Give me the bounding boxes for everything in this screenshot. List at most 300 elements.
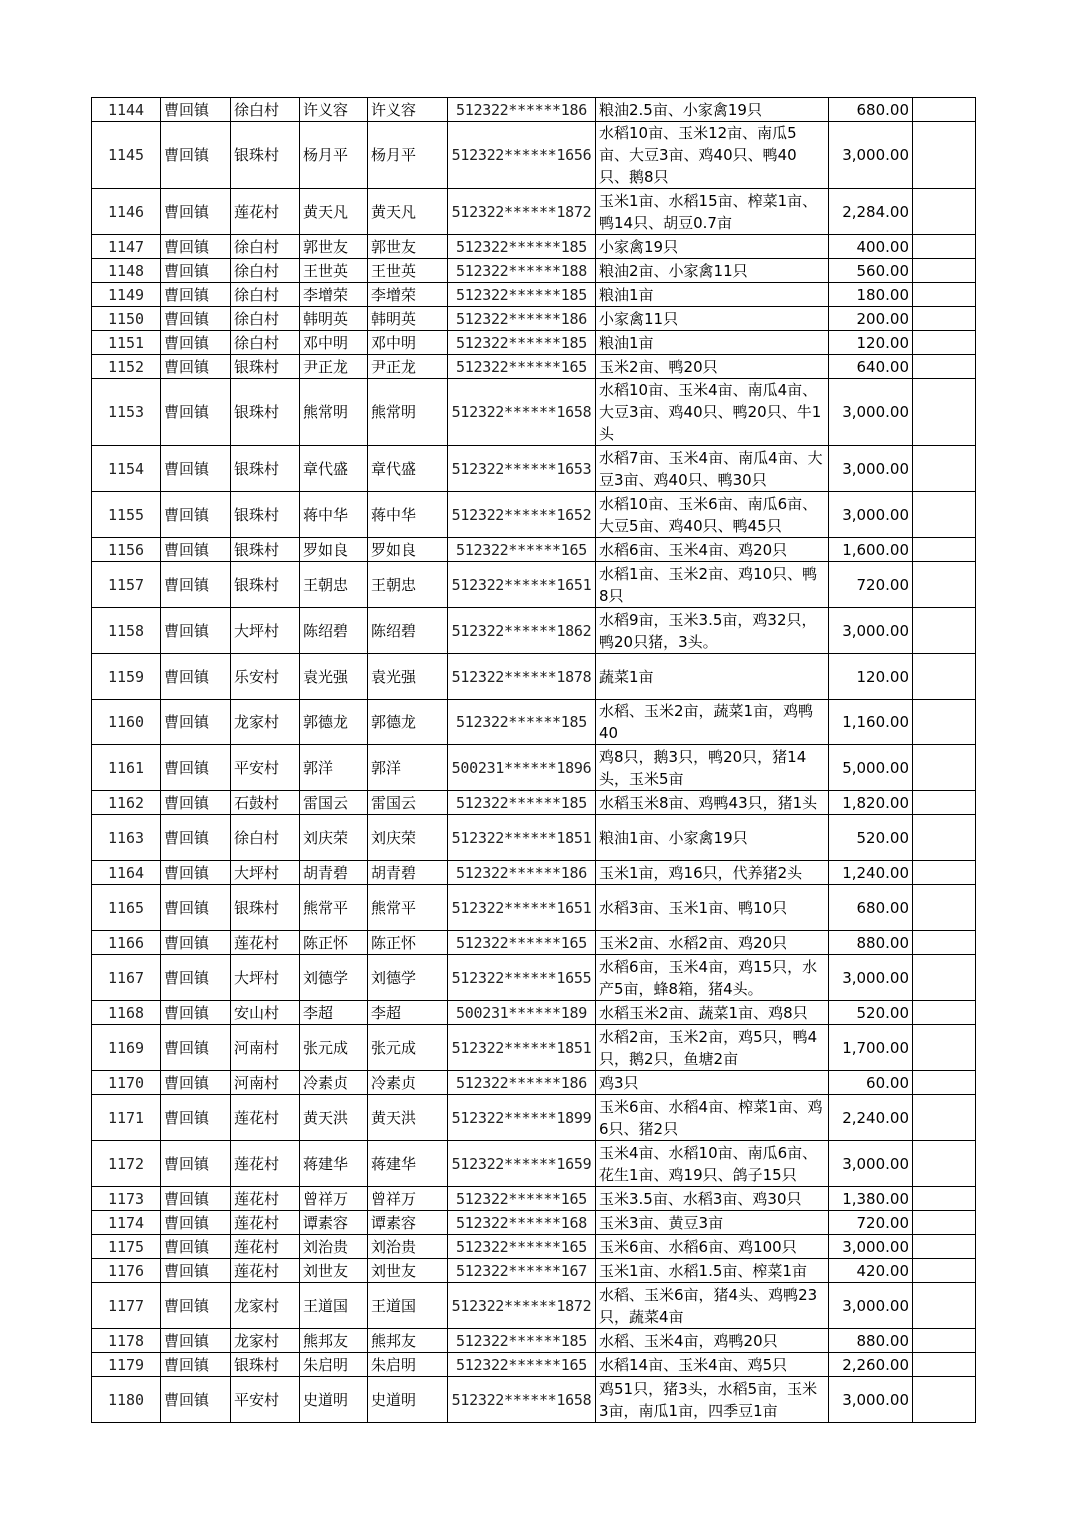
town-cell: 曹回镇 [161, 562, 231, 608]
village-cell: 大坪村 [231, 608, 300, 654]
row-number: 1173 [92, 1187, 161, 1211]
row-number: 1169 [92, 1025, 161, 1071]
blank-cell [913, 931, 976, 955]
description-cell: 水稻10亩、玉米4亩、南瓜4亩、大豆3亩、鸡40只、鸭20只、牛1头 [596, 379, 829, 446]
row-number: 1155 [92, 492, 161, 538]
row-number: 1152 [92, 355, 161, 379]
payee-cell: 郭德龙 [368, 700, 448, 745]
payee-cell: 罗如良 [368, 538, 448, 562]
row-number: 1168 [92, 1001, 161, 1025]
amount-cell: 640.00 [829, 355, 913, 379]
description-cell: 水稻、玉米4亩，鸡鸭20只 [596, 1329, 829, 1353]
blank-cell [913, 259, 976, 283]
row-number: 1150 [92, 307, 161, 331]
town-cell: 曹回镇 [161, 654, 231, 700]
payee-cell: 黄天洪 [368, 1095, 448, 1141]
id-number-cell: 512322******1659 [448, 1141, 596, 1187]
village-cell: 安山村 [231, 1001, 300, 1025]
table-row [92, 538, 976, 562]
amount-cell: 560.00 [829, 259, 913, 283]
name-cell: 熊常平 [300, 885, 368, 931]
town-cell: 曹回镇 [161, 745, 231, 791]
id-number-cell: 512322******186 [448, 861, 596, 885]
village-cell: 银珠村 [231, 379, 300, 446]
row-number: 1167 [92, 955, 161, 1001]
blank-cell [913, 1353, 976, 1377]
village-cell: 徐白村 [231, 283, 300, 307]
name-cell: 王道国 [300, 1283, 368, 1329]
town-cell: 曹回镇 [161, 1025, 231, 1071]
village-cell: 银珠村 [231, 885, 300, 931]
description-cell: 水稻6亩，玉米4亩，鸡15只，水产5亩，蜂8箱，猪4头。 [596, 955, 829, 1001]
name-cell: 郭世友 [300, 235, 368, 259]
amount-cell: 880.00 [829, 931, 913, 955]
village-cell: 莲花村 [231, 1235, 300, 1259]
amount-cell: 3,000.00 [829, 1141, 913, 1187]
description-cell: 小家禽19只 [596, 235, 829, 259]
payee-cell: 袁光强 [368, 654, 448, 700]
amount-cell: 1,160.00 [829, 700, 913, 745]
name-cell: 罗如良 [300, 538, 368, 562]
village-cell: 龙家村 [231, 1329, 300, 1353]
blank-cell [913, 1377, 976, 1423]
subsidy-table [91, 97, 976, 1423]
description-cell: 粮油2亩、小家禽11只 [596, 259, 829, 283]
town-cell: 曹回镇 [161, 815, 231, 861]
row-number: 1165 [92, 885, 161, 931]
blank-cell [913, 379, 976, 446]
description-cell: 水稻、玉米6亩，猪4头、鸡鸭23只，蔬菜4亩 [596, 1283, 829, 1329]
id-number-cell: 512322******188 [448, 259, 596, 283]
amount-cell: 880.00 [829, 1329, 913, 1353]
village-cell: 乐安村 [231, 654, 300, 700]
name-cell: 蒋建华 [300, 1141, 368, 1187]
description-cell: 玉米6亩、水稻4亩、榨菜1亩、鸡6只、猪2只 [596, 1095, 829, 1141]
table-row [92, 1187, 976, 1211]
description-cell: 玉米1亩，鸡16只，代养猪2头 [596, 861, 829, 885]
payee-cell: 张元成 [368, 1025, 448, 1071]
blank-cell [913, 815, 976, 861]
description-cell: 玉米4亩、水稻10亩、南瓜6亩、花生1亩、鸡19只、鸽子15只 [596, 1141, 829, 1187]
amount-cell: 1,380.00 [829, 1187, 913, 1211]
amount-cell: 60.00 [829, 1071, 913, 1095]
id-number-cell: 512322******1652 [448, 492, 596, 538]
row-number: 1175 [92, 1235, 161, 1259]
id-number-cell: 512322******165 [448, 355, 596, 379]
id-number-cell: 512322******167 [448, 1259, 596, 1283]
name-cell: 刘德学 [300, 955, 368, 1001]
table-row [92, 283, 976, 307]
row-number: 1147 [92, 235, 161, 259]
village-cell: 莲花村 [231, 1187, 300, 1211]
row-number: 1172 [92, 1141, 161, 1187]
payee-cell: 杨月平 [368, 122, 448, 189]
amount-cell: 1,240.00 [829, 861, 913, 885]
payee-cell: 黄天凡 [368, 189, 448, 235]
row-number: 1145 [92, 122, 161, 189]
table-row [92, 885, 976, 931]
blank-cell [913, 1001, 976, 1025]
payee-cell: 王道国 [368, 1283, 448, 1329]
name-cell: 刘庆荣 [300, 815, 368, 861]
name-cell: 陈正怀 [300, 931, 368, 955]
table-row [92, 1095, 976, 1141]
name-cell: 邓中明 [300, 331, 368, 355]
blank-cell [913, 562, 976, 608]
blank-cell [913, 861, 976, 885]
row-number: 1176 [92, 1259, 161, 1283]
payee-cell: 陈绍碧 [368, 608, 448, 654]
table-row [92, 1259, 976, 1283]
village-cell: 银珠村 [231, 1353, 300, 1377]
table-row [92, 1377, 976, 1423]
village-cell: 河南村 [231, 1025, 300, 1071]
village-cell: 莲花村 [231, 931, 300, 955]
amount-cell: 120.00 [829, 654, 913, 700]
blank-cell [913, 1235, 976, 1259]
name-cell: 黄天洪 [300, 1095, 368, 1141]
description-cell: 小家禽11只 [596, 307, 829, 331]
payee-cell: 刘治贵 [368, 1235, 448, 1259]
blank-cell [913, 955, 976, 1001]
blank-cell [913, 1141, 976, 1187]
payee-cell: 刘德学 [368, 955, 448, 1001]
payee-cell: 郭洋 [368, 745, 448, 791]
town-cell: 曹回镇 [161, 885, 231, 931]
description-cell: 水稻10亩、玉米6亩、南瓜6亩、大豆5亩、鸡40只、鸭45只 [596, 492, 829, 538]
table-row [92, 1235, 976, 1259]
payee-cell: 邓中明 [368, 331, 448, 355]
description-cell: 粮油1亩 [596, 283, 829, 307]
blank-cell [913, 1071, 976, 1095]
description-cell: 蔬菜1亩 [596, 654, 829, 700]
amount-cell: 680.00 [829, 885, 913, 931]
row-number: 1154 [92, 446, 161, 492]
village-cell: 石鼓村 [231, 791, 300, 815]
village-cell: 平安村 [231, 1377, 300, 1423]
name-cell: 雷国云 [300, 791, 368, 815]
id-number-cell: 512322******1651 [448, 885, 596, 931]
row-number: 1180 [92, 1377, 161, 1423]
amount-cell: 120.00 [829, 331, 913, 355]
id-number-cell: 512322******1872 [448, 189, 596, 235]
town-cell: 曹回镇 [161, 1211, 231, 1235]
id-number-cell: 512322******1656 [448, 122, 596, 189]
town-cell: 曹回镇 [161, 492, 231, 538]
table-row [92, 98, 976, 122]
blank-cell [913, 1329, 976, 1353]
table-row [92, 1025, 976, 1071]
description-cell: 水稻玉米8亩、鸡鸭43只，猪1头 [596, 791, 829, 815]
row-number: 1166 [92, 931, 161, 955]
town-cell: 曹回镇 [161, 1071, 231, 1095]
name-cell: 黄天凡 [300, 189, 368, 235]
table-row [92, 1071, 976, 1095]
table-row [92, 791, 976, 815]
id-number-cell: 512322******165 [448, 1353, 596, 1377]
id-number-cell: 512322******185 [448, 791, 596, 815]
table-row [92, 1001, 976, 1025]
row-number: 1171 [92, 1095, 161, 1141]
description-cell: 玉米1亩、水稻15亩、榨菜1亩、鸭14只、胡豆0.7亩 [596, 189, 829, 235]
row-number: 1159 [92, 654, 161, 700]
town-cell: 曹回镇 [161, 235, 231, 259]
payee-cell: 冷素贞 [368, 1071, 448, 1095]
table-row [92, 307, 976, 331]
town-cell: 曹回镇 [161, 791, 231, 815]
town-cell: 曹回镇 [161, 538, 231, 562]
payee-cell: 李增荣 [368, 283, 448, 307]
village-cell: 莲花村 [231, 1095, 300, 1141]
description-cell: 粮油1亩、小家禽19只 [596, 815, 829, 861]
amount-cell: 3,000.00 [829, 492, 913, 538]
id-number-cell: 512322******185 [448, 700, 596, 745]
table-row [92, 608, 976, 654]
amount-cell: 2,240.00 [829, 1095, 913, 1141]
row-number: 1177 [92, 1283, 161, 1329]
description-cell: 水稻1亩、玉米2亩、鸡10只、鸭8只 [596, 562, 829, 608]
description-cell: 水稻7亩、玉米4亩、南瓜4亩、大豆3亩、鸡40只、鸭30只 [596, 446, 829, 492]
table-row [92, 446, 976, 492]
blank-cell [913, 700, 976, 745]
row-number: 1170 [92, 1071, 161, 1095]
amount-cell: 3,000.00 [829, 1377, 913, 1423]
name-cell: 杨月平 [300, 122, 368, 189]
payee-cell: 熊邦友 [368, 1329, 448, 1353]
table-row [92, 955, 976, 1001]
payee-cell: 刘庆荣 [368, 815, 448, 861]
description-cell: 玉米1亩、水稻1.5亩、榨菜1亩 [596, 1259, 829, 1283]
description-cell: 水稻玉米2亩、蔬菜1亩、鸡8只 [596, 1001, 829, 1025]
table-body [92, 98, 976, 1423]
amount-cell: 3,000.00 [829, 446, 913, 492]
payee-cell: 谭素容 [368, 1211, 448, 1235]
town-cell: 曹回镇 [161, 307, 231, 331]
amount-cell: 680.00 [829, 98, 913, 122]
id-number-cell: 512322******186 [448, 1071, 596, 1095]
description-cell: 水稻6亩、玉米4亩、鸡20只 [596, 538, 829, 562]
id-number-cell: 512322******165 [448, 931, 596, 955]
name-cell: 李增荣 [300, 283, 368, 307]
id-number-cell: 512322******186 [448, 98, 596, 122]
amount-cell: 3,000.00 [829, 608, 913, 654]
town-cell: 曹回镇 [161, 1235, 231, 1259]
blank-cell [913, 331, 976, 355]
amount-cell: 1,820.00 [829, 791, 913, 815]
town-cell: 曹回镇 [161, 446, 231, 492]
id-number-cell: 512322******185 [448, 1329, 596, 1353]
blank-cell [913, 1095, 976, 1141]
id-number-cell: 512322******1651 [448, 562, 596, 608]
amount-cell: 720.00 [829, 1211, 913, 1235]
table-row [92, 861, 976, 885]
row-number: 1151 [92, 331, 161, 355]
row-number: 1179 [92, 1353, 161, 1377]
blank-cell [913, 885, 976, 931]
id-number-cell: 512322******186 [448, 307, 596, 331]
amount-cell: 520.00 [829, 1001, 913, 1025]
blank-cell [913, 307, 976, 331]
amount-cell: 1,700.00 [829, 1025, 913, 1071]
town-cell: 曹回镇 [161, 1001, 231, 1025]
payee-cell: 朱启明 [368, 1353, 448, 1377]
payee-cell: 曾祥万 [368, 1187, 448, 1211]
name-cell: 张元成 [300, 1025, 368, 1071]
village-cell: 莲花村 [231, 1259, 300, 1283]
name-cell: 尹正龙 [300, 355, 368, 379]
payee-cell: 熊常明 [368, 379, 448, 446]
description-cell: 玉米2亩、鸭20只 [596, 355, 829, 379]
village-cell: 徐白村 [231, 98, 300, 122]
blank-cell [913, 791, 976, 815]
description-cell: 水稻3亩、玉米1亩、鸭10只 [596, 885, 829, 931]
id-number-cell: 500231******1896 [448, 745, 596, 791]
name-cell: 许义容 [300, 98, 368, 122]
payee-cell: 郭世友 [368, 235, 448, 259]
id-number-cell: 512322******1899 [448, 1095, 596, 1141]
id-number-cell: 512322******1851 [448, 815, 596, 861]
amount-cell: 3,000.00 [829, 1235, 913, 1259]
village-cell: 莲花村 [231, 1211, 300, 1235]
village-cell: 徐白村 [231, 307, 300, 331]
row-number: 1161 [92, 745, 161, 791]
name-cell: 史道明 [300, 1377, 368, 1423]
description-cell: 水稻14亩、玉米4亩、鸡5只 [596, 1353, 829, 1377]
id-number-cell: 512322******1872 [448, 1283, 596, 1329]
village-cell: 莲花村 [231, 189, 300, 235]
name-cell: 王世英 [300, 259, 368, 283]
town-cell: 曹回镇 [161, 1377, 231, 1423]
id-number-cell: 512322******185 [448, 331, 596, 355]
row-number: 1146 [92, 189, 161, 235]
id-number-cell: 512322******165 [448, 1235, 596, 1259]
village-cell: 徐白村 [231, 815, 300, 861]
village-cell: 平安村 [231, 745, 300, 791]
town-cell: 曹回镇 [161, 355, 231, 379]
amount-cell: 3,000.00 [829, 1283, 913, 1329]
amount-cell: 2,260.00 [829, 1353, 913, 1377]
description-cell: 玉米3.5亩、水稻3亩、鸡30只 [596, 1187, 829, 1211]
amount-cell: 420.00 [829, 1259, 913, 1283]
table-row [92, 745, 976, 791]
row-number: 1162 [92, 791, 161, 815]
table-row [92, 189, 976, 235]
village-cell: 银珠村 [231, 562, 300, 608]
town-cell: 曹回镇 [161, 122, 231, 189]
village-cell: 徐白村 [231, 331, 300, 355]
table-row [92, 1283, 976, 1329]
village-cell: 大坪村 [231, 955, 300, 1001]
amount-cell: 5,000.00 [829, 745, 913, 791]
name-cell: 袁光强 [300, 654, 368, 700]
payee-cell: 许义容 [368, 98, 448, 122]
village-cell: 大坪村 [231, 861, 300, 885]
id-number-cell: 512322******185 [448, 235, 596, 259]
blank-cell [913, 608, 976, 654]
blank-cell [913, 1211, 976, 1235]
town-cell: 曹回镇 [161, 861, 231, 885]
village-cell: 银珠村 [231, 538, 300, 562]
name-cell: 郭洋 [300, 745, 368, 791]
village-cell: 银珠村 [231, 446, 300, 492]
table-row [92, 1329, 976, 1353]
payee-cell: 章代盛 [368, 446, 448, 492]
town-cell: 曹回镇 [161, 1187, 231, 1211]
name-cell: 冷素贞 [300, 1071, 368, 1095]
payee-cell: 陈正怀 [368, 931, 448, 955]
name-cell: 蒋中华 [300, 492, 368, 538]
blank-cell [913, 122, 976, 189]
village-cell: 银珠村 [231, 492, 300, 538]
town-cell: 曹回镇 [161, 931, 231, 955]
village-cell: 莲花村 [231, 1141, 300, 1187]
payee-cell: 胡青碧 [368, 861, 448, 885]
row-number: 1156 [92, 538, 161, 562]
village-cell: 银珠村 [231, 122, 300, 189]
row-number: 1148 [92, 259, 161, 283]
blank-cell [913, 446, 976, 492]
description-cell: 鸡8只，鹅3只，鸭20只，猪14头，玉米5亩 [596, 745, 829, 791]
town-cell: 曹回镇 [161, 283, 231, 307]
town-cell: 曹回镇 [161, 700, 231, 745]
payee-cell: 雷国云 [368, 791, 448, 815]
payee-cell: 韩明英 [368, 307, 448, 331]
description-cell: 玉米2亩、水稻2亩、鸡20只 [596, 931, 829, 955]
blank-cell [913, 492, 976, 538]
table-row [92, 355, 976, 379]
row-number: 1174 [92, 1211, 161, 1235]
name-cell: 韩明英 [300, 307, 368, 331]
town-cell: 曹回镇 [161, 1329, 231, 1353]
table-row [92, 235, 976, 259]
blank-cell [913, 1283, 976, 1329]
name-cell: 熊邦友 [300, 1329, 368, 1353]
table-row [92, 1353, 976, 1377]
name-cell: 曾祥万 [300, 1187, 368, 1211]
amount-cell: 3,000.00 [829, 122, 913, 189]
table-row [92, 815, 976, 861]
table-row [92, 1211, 976, 1235]
id-number-cell: 512322******1655 [448, 955, 596, 1001]
village-cell: 龙家村 [231, 1283, 300, 1329]
payee-cell: 尹正龙 [368, 355, 448, 379]
name-cell: 章代盛 [300, 446, 368, 492]
description-cell: 粮油2.5亩、小家禽19只 [596, 98, 829, 122]
description-cell: 鸡3只 [596, 1071, 829, 1095]
town-cell: 曹回镇 [161, 259, 231, 283]
amount-cell: 1,600.00 [829, 538, 913, 562]
id-number-cell: 512322******1653 [448, 446, 596, 492]
id-number-cell: 500231******189 [448, 1001, 596, 1025]
description-cell: 玉米3亩、黄豆3亩 [596, 1211, 829, 1235]
blank-cell [913, 355, 976, 379]
id-number-cell: 512322******165 [448, 1187, 596, 1211]
table-row [92, 931, 976, 955]
row-number: 1153 [92, 379, 161, 446]
row-number: 1178 [92, 1329, 161, 1353]
table-row [92, 562, 976, 608]
amount-cell: 2,284.00 [829, 189, 913, 235]
blank-cell [913, 283, 976, 307]
amount-cell: 3,000.00 [829, 379, 913, 446]
name-cell: 谭素容 [300, 1211, 368, 1235]
id-number-cell: 512322******168 [448, 1211, 596, 1235]
blank-cell [913, 745, 976, 791]
name-cell: 胡青碧 [300, 861, 368, 885]
id-number-cell: 512322******1878 [448, 654, 596, 700]
name-cell: 朱启明 [300, 1353, 368, 1377]
row-number: 1160 [92, 700, 161, 745]
